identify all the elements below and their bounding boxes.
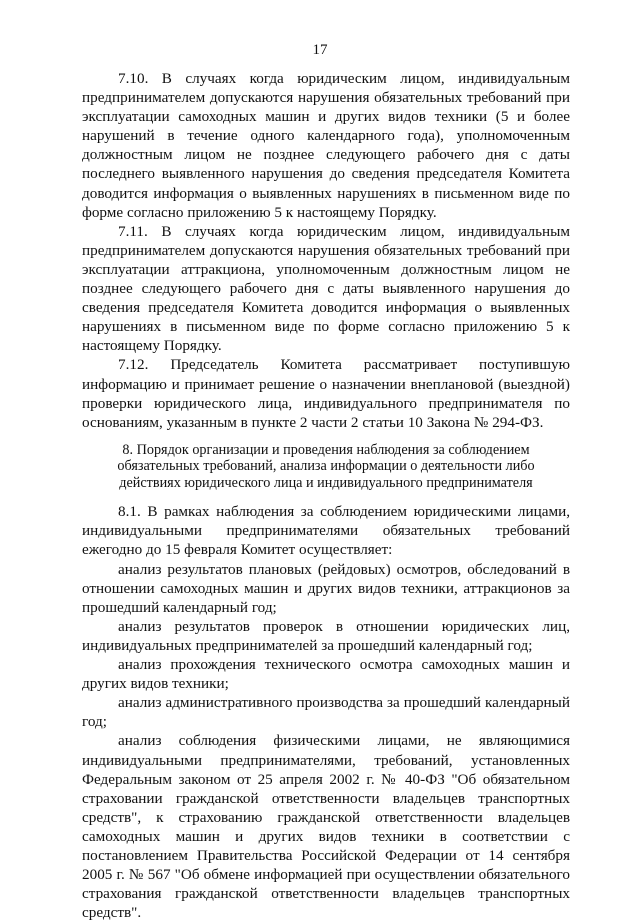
paragraph-8-1: 8.1. В рамках наблюдения за соблюдением юридическими лицами, индивидуальными предпринимателями обязательных требований ежегодно до 15 февраля Комитет осуществляет: [82,503,570,559]
list-item-administrative-proceedings-analysis: анализ административного производства за прошедший календарный год; [82,694,570,731]
list-item-audits-analysis: анализ результатов проверок в отношении юридических лиц, индивидуальных предпринимателей за прошедший календарный год; [82,617,570,654]
paragraph-7-12: 7.12. Председатель Комитета рассматривает поступившую информацию и принимает решение о назначении внеплановой (выездной) проверки юридического лица, индивидуального предпринимателя по основаниям, указанным в пункте 2 части 2 статьи 10 Закона № 294-ФЗ. [82,356,570,431]
page-number: 17 [312,42,328,58]
paragraph-7-10: 7.10. В случаях когда юридическим лицом, индивидуальным предпринимателем допускаются нарушения обязательных требований при эксплуатации самоходных машин и других видов техники (5 и более нарушений в течение одного календарного года), уполномоченным должностным лицом не позднее следующего рабочего дня с даты последнего выявленного нарушения до сведения председателя Комитета доводится информация о выявленных нарушениях в письменном виде по форме согласно приложению 5 к настоящему Порядку. [82,70,570,221]
list-item-technical-inspection-analysis: анализ прохождения технического осмотра самоходных машин и других видов техники; [82,656,570,693]
list-item-inspections-analysis: анализ результатов плановых (рейдовых) осмотров, обследований в отношении самоходных машин и других видов техники, аттракционов за прошедший календарный год; [82,560,570,616]
list-item-insurance-compliance-analysis: анализ соблюдения физическими лицами, не являющимися индивидуальными предпринимателями, требований, установленных Федеральным законом от 25 апреля 2002 г. № 40-ФЗ "Об обязательном страховании гражданской ответственности владельцев транспортных средств", к страхованию гражданской ответственности владельцев самоходных машин и других видов техники в соответствии с постановлением Правительства Российской Федерации от 14 сентября 2005 г. № 567 "Об обмене информацией при осуществлении обязательного страхования гражданской ответственности владельцев транспортных средств". [82,732,570,922]
paragraph-7-11: 7.11. В случаях когда юридическим лицом, индивидуальным предпринимателем допускаются нарушения обязательных требований при эксплуатации аттракциона, уполномоченным должностным лицом не позднее следующего рабочего дня с даты выявленного нарушения до сведения председателя Комитета доводится информация о выявленных нарушениях в письменном виде по форме согласно приложению 5 к настоящему Порядку. [82,222,570,355]
section-8-heading: 8. Порядок организации и проведения наблюдения за соблюдением обязательных требований, анализа информации о деятельности либо действиях юридического лица и индивидуального предпринимателя [117,441,535,491]
document-body [82,69,570,922]
